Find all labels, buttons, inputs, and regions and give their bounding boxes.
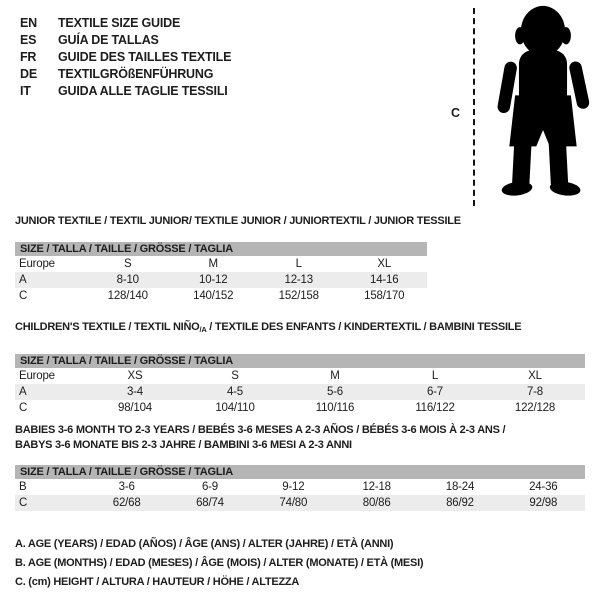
row-label: B (19, 481, 27, 493)
table-row (15, 256, 427, 272)
row-label: C (19, 290, 28, 302)
language-title: GUIDA ALLE TAGLIE TESSILI (58, 83, 228, 98)
row-label: A (19, 274, 27, 286)
table-cell: 12-13 (284, 274, 313, 286)
row-label: C (19, 402, 28, 414)
table-cell: 7-8 (526, 386, 544, 398)
table-cell: 74/80 (279, 497, 308, 509)
footnotes (15, 535, 600, 592)
table-cell: 110/116 (315, 402, 355, 414)
row-label: Europe (19, 370, 55, 382)
table-cell: L (295, 258, 302, 270)
table-cell: S (124, 258, 132, 270)
table-cell: 3-4 (126, 386, 144, 398)
table-cell: 92/98 (529, 497, 558, 509)
table-cell: 5-6 (326, 386, 344, 398)
table-cell: 3-6 (118, 481, 135, 493)
footnote-a: A. AGE (YEARS) / EDAD (AÑOS) / ÂGE (ANS) / ALTER (JAHRE) / ETÀ (ANNI) (15, 538, 394, 550)
table-cell: 128/140 (107, 290, 148, 302)
table-cell: 6-9 (201, 481, 218, 493)
table-cell: XL (377, 258, 392, 270)
table-cell: 9-12 (282, 481, 305, 493)
table-row (15, 368, 585, 384)
table-cell: 68/74 (196, 497, 224, 509)
table-row (15, 400, 585, 416)
toddler-silhouette-icon (490, 4, 596, 206)
junior-size-table (15, 242, 427, 304)
table-cell: XL (528, 370, 542, 382)
language-title: GUÍA DE TALLAS (58, 32, 159, 47)
table-row (15, 495, 585, 511)
children-heading-post: / TEXTILE DES ENFANTS / KINDERTEXTIL / BAMBINI TESSILE (206, 321, 522, 333)
row-label: Europe (19, 258, 55, 270)
table-cell: 86/92 (446, 497, 474, 509)
table-cell: 140/152 (193, 290, 234, 302)
children-size-table (15, 354, 585, 416)
table-cell: 152/158 (278, 290, 319, 302)
table-cell: L (431, 370, 439, 382)
size-table-header: SIZE / TALLA / TAILLE / GRÖSSE / TAGLIA (15, 465, 585, 479)
table-cell: M (208, 258, 218, 270)
language-code: EN (20, 15, 37, 30)
table-cell: 158/170 (364, 290, 405, 302)
babies-heading-line1: BABIES 3-6 MONTH TO 2-3 YEARS / BEBÉS 3-6 MESES A 2-3 AÑOS / BÉBÉS 3-6 MOIS À 2-3 ANS / (15, 424, 506, 436)
table-cell: M (330, 370, 340, 382)
table-cell: 24-36 (529, 481, 558, 493)
table-cell: 18-24 (445, 481, 475, 493)
children-heading-sub: /A (199, 325, 207, 334)
table-cell: 12-18 (362, 481, 391, 493)
table-cell: 8-10 (116, 274, 139, 286)
language-code: DE (20, 66, 37, 81)
table-row (15, 288, 427, 304)
table-cell: 6-7 (426, 386, 444, 398)
table-cell: S (231, 370, 239, 382)
size-table-header: SIZE / TALLA / TAILLE / GRÖSSE / TAGLIA (15, 242, 427, 256)
table-row (15, 479, 585, 495)
footnote-c: C. (cm) HEIGHT / ALTURA / HAUTEUR / HÖHE / ALTEZZA (15, 576, 300, 588)
babies-heading-line2: BABYS 3-6 MONATE BIS 2-3 JAHRE / BAMBINI 3-6 MESI A 2-3 ANNI (15, 439, 352, 451)
row-label: A (19, 386, 27, 398)
junior-section-heading: JUNIOR TEXTILE / TEXTIL JUNIOR/ TEXTILE JUNIOR / JUNIORTEXTIL / JUNIOR TESSILE (15, 215, 461, 227)
height-measure-figure (448, 4, 596, 209)
language-title: TEXTILE SIZE GUIDE (58, 15, 181, 30)
table-cell: 116/122 (415, 402, 455, 414)
table-row (15, 384, 585, 400)
height-dashed-line (473, 8, 475, 206)
height-measure-label: C (451, 106, 461, 120)
table-cell: XS (127, 370, 143, 382)
children-section-heading (15, 320, 600, 337)
table-cell: 98/104 (118, 402, 152, 414)
size-table-header: SIZE / TALLA / TAILLE / GRÖSSE / TAGLIA (15, 354, 585, 368)
babies-section-heading (15, 423, 600, 453)
row-label: C (19, 497, 28, 509)
language-code: ES (20, 32, 37, 47)
language-code: IT (20, 83, 31, 98)
language-title: GUIDE DES TAILLES TEXTILE (58, 49, 232, 64)
babies-size-table (15, 465, 585, 511)
footnote-b: B. AGE (MONTHS) / EDAD (MESES) / ÂGE (MOIS) / ALTER (MONATE) / ETÀ (MESI) (15, 557, 424, 569)
table-cell: 80/86 (362, 497, 391, 509)
table-cell: 122/128 (514, 402, 556, 414)
table-cell: 104/110 (215, 402, 255, 414)
children-heading-pre: CHILDREN'S TEXTILE / TEXTIL NIÑO (15, 321, 200, 333)
table-cell: 10-12 (199, 274, 228, 286)
table-cell: 62/68 (112, 497, 141, 509)
table-row (15, 272, 427, 288)
language-title: TEXTILGRÖßENFÜHRUNG (58, 66, 214, 81)
table-cell: 4-5 (226, 386, 244, 398)
language-code: FR (20, 49, 37, 64)
table-cell: 14-16 (370, 274, 399, 286)
